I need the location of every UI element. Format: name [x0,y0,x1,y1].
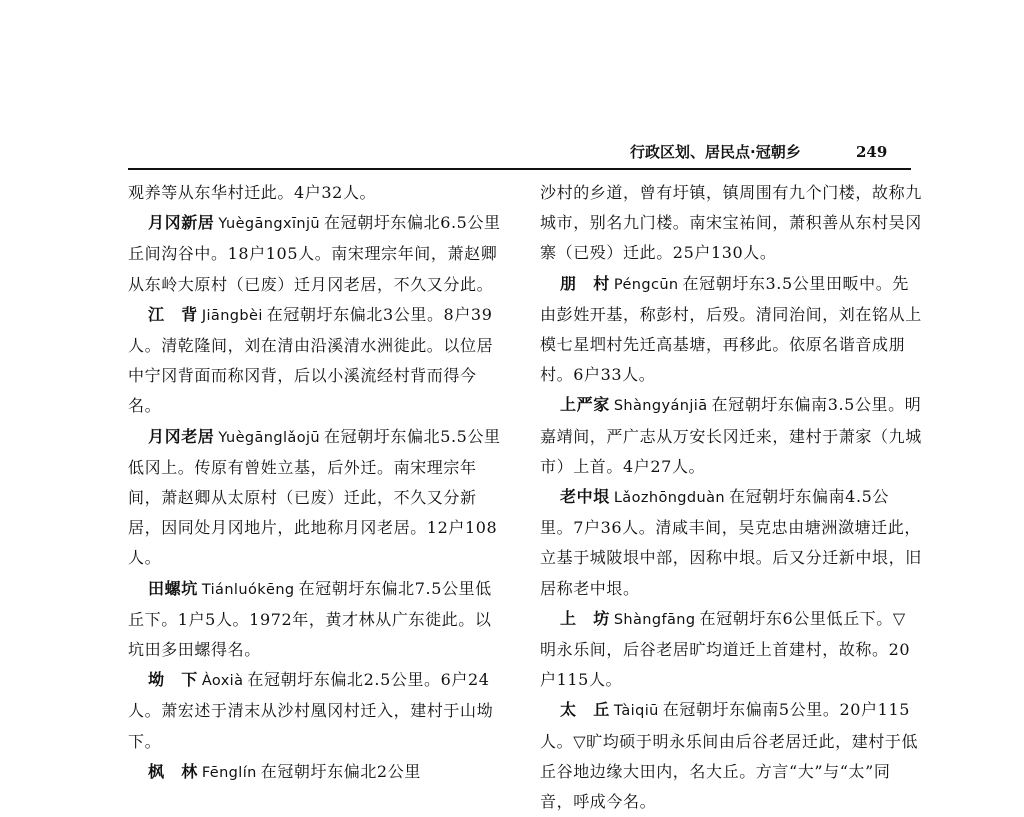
entry-continuation [128,178,508,208]
entry-text: 在冠朝圩东偏南4.5公里。7户36人。清咸丰间，吴克忠由塘洲潋塘迁此，立基于城陂垠中部，因称中垠。后又分迁新中垠，旧居称老中垠。 [540,487,922,598]
entry-text: 在冠朝圩东偏北2.5公里。6户24人。萧宏述于清末从沙村凰冈村迁入，建村于山坳下。 [128,670,494,751]
entry-text: 在冠朝圩东6公里低丘下。▽明永乐间，后谷老居旷均道迁上首建村，故称。20户115人。 [540,608,911,690]
entry-name: 上严家 [560,395,610,415]
entry-pinyin: Fēnglín [201,764,257,781]
entry-name: 月冈老居 [148,426,215,446]
entry-text: 在冠朝圩东偏北5.5公里低冈上。传原有曾姓立基，后外迁。南宋理宗年间，萧赵卿从太原村（已废）迁此，不久又分新居，因同处月冈地片，此地称月冈老居。12户108人。 [128,426,501,568]
page-number: 249 [856,143,888,161]
entry-pinyin: Shàngfāng [613,611,696,628]
right-column [540,178,922,812]
entry-name: 江 背 [148,304,198,324]
header-title: 行政区划、居民点·冠朝乡 [630,143,801,161]
entry-pinyin: Àoxià [201,673,244,690]
entry [128,422,508,574]
entry-name: 老中垠 [560,487,610,507]
entry-text: 沙村的乡道，曾有圩镇，镇周围有九个门楼，故称九城市，别名九门楼。南宋宝祐间，萧积善从东村吴冈寨（已殁）迁此。25户130人。 [540,183,922,263]
entry-text: 在冠朝圩东偏北7.5公里低丘下。1户5人。1972年，黄才林从广东徙此。以坑田多田螺得名。 [128,578,492,660]
entry-text: 在冠朝圩东3.5公里田畈中。先由彭姓开基，称彭村，后殁。清同治间，刘在铭从上模七星垇村先迁高基塘，再移此。依原名谐音成朋村。6户33人。 [540,273,922,385]
entry-name: 月冈新居 [148,213,215,233]
entry-pinyin: Lǎozhōngduàn [613,490,725,507]
entry-pinyin: Tiánluókēng [201,581,295,598]
running-header [630,140,890,164]
entry [540,269,922,391]
entry-name: 朋 村 [560,273,610,293]
entry-text: 在冠朝圩东偏北6.5公里丘间沟谷中。18户105人。南宋理宗年间，萧赵卿从东岭大原村（已废）迁月冈老居，不久又分此。 [128,213,501,294]
entry-text: 在冠朝圩东偏北2公里 [260,761,421,781]
entry-pinyin: Tàiqiū [613,703,659,720]
entry-name: 太 丘 [560,700,610,720]
entry [540,695,922,817]
entry-text: 在冠朝圩东偏南5公里。20户115人。▽旷均硕于明永乐间由后谷老居迁此，建村于低丘谷地边缘大田内，名大丘。方言“大”与“太”同音，呼成今名。 [540,700,919,812]
entry-pinyin: Péngcūn [613,276,679,293]
entry [540,482,922,604]
header-rule [128,168,911,170]
entry-name: 上 坊 [560,608,610,628]
entry [128,300,508,422]
entry [128,665,508,757]
entry-name: 田螺坑 [148,578,198,598]
entry-name: 坳 下 [148,670,198,690]
entry-continuation [540,178,922,269]
entry-pinyin: Jiāngbèi [201,307,263,324]
entry-pinyin: Shàngyánjiā [613,398,708,415]
entry [540,604,922,696]
entry-text: 在冠朝圩东偏南3.5公里。明嘉靖间，严广志从万安长冈迁来，建村于萧家（九城市）上首。4户27人。 [540,395,922,476]
entry-text: 观养等从东华村迁此。4户32人。 [128,183,377,202]
entry-text: 在冠朝圩东偏北3公里。8户39人。清乾隆间，刘在清由沿溪清水洲徙此。以位居中宁冈背面而称冈背，后以小溪流经村背而得今名。 [128,304,494,416]
entry [128,757,508,788]
entry-name: 枫 林 [148,761,198,781]
entry-pinyin: Yuègānglǎojū [218,429,320,446]
entry [128,208,508,300]
entry [540,390,922,482]
entry [128,574,508,666]
entry-pinyin: Yuègāngxīnjū [218,216,321,233]
left-column [128,178,508,781]
